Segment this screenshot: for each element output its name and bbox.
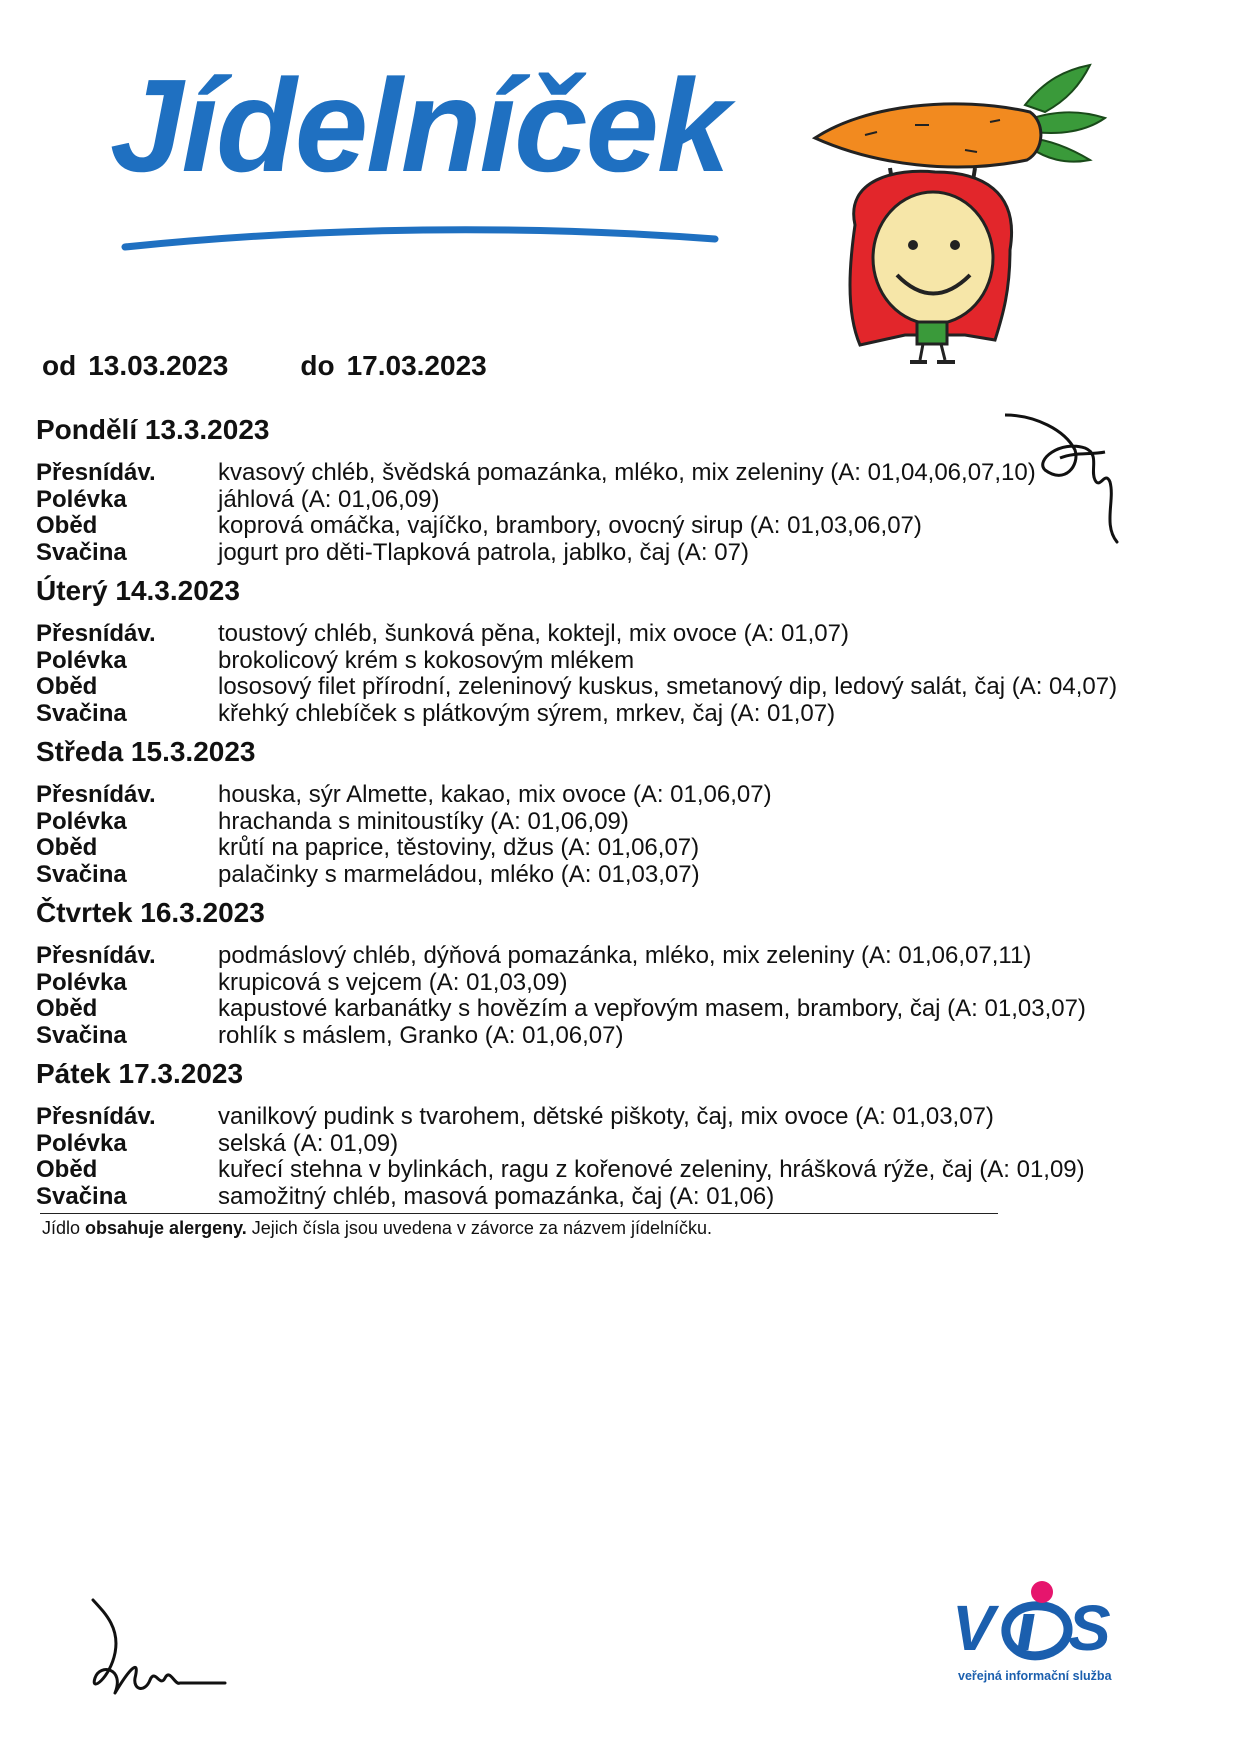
meal-text: toustový chléb, šunková pěna, koktejl, mix ovoce (A: 01,07) [218, 620, 849, 647]
mascot-girl-carrot-illustration [805, 50, 1135, 400]
meal-row [36, 487, 1176, 514]
allergen-note-suffix: Jejich čísla jsou uvedena v závorce za názvem jídelníčku. [251, 1218, 713, 1238]
meal-label: Oběd [36, 673, 98, 700]
meal-row [36, 862, 1176, 889]
meal-label: Oběd [36, 834, 98, 861]
vis-logo-tagline: veřejná informační služba [958, 1669, 1112, 1683]
meal-text: jogurt pro děti-Tlapková patrola, jablko, čaj (A: 07) [218, 538, 749, 566]
day-tuesday [36, 571, 1176, 727]
day-title: Čtvrtek 16.3.2023 [36, 897, 265, 928]
meal-text: jáhlová (A: 01,06,09) [218, 485, 440, 513]
face-shape [873, 192, 993, 324]
day-title: Pondělí 13.3.2023 [36, 414, 270, 445]
vis-logo [952, 1578, 1132, 1688]
meal-row [36, 782, 1176, 809]
meal-text: vanilkový pudink s tvarohem, dětské piškoty, čaj, mix ovoce (A: 01,03,07) [218, 1103, 994, 1130]
title-swoosh [120, 225, 720, 255]
footer-divider [40, 1213, 998, 1214]
day-thursday [36, 893, 1176, 1049]
meal-text: samožitný chléb, masová pomazánka, čaj (A: 01,06) [218, 1182, 775, 1210]
meal-label: Přesnídáv. [36, 781, 156, 808]
meal-label: Polévka [36, 646, 127, 674]
meal-text: hrachanda s minitoustíky (A: 01,06,09) [218, 807, 629, 835]
meal-text: křehký chlebíček s plátkovým sýrem, mrkev, čaj (A: 01,07) [218, 699, 836, 727]
meal-row [36, 1157, 1176, 1184]
allergen-note-prefix: Jídlo [42, 1218, 81, 1238]
meal-text: podmáslový chléb, dýňová pomazánka, mléko, mix zeleniny (A: 01,06,07,11) [218, 942, 1032, 969]
meal-row [36, 996, 1176, 1023]
vis-logo-swirl [1006, 1606, 1068, 1656]
meal-row [36, 648, 1176, 675]
handwritten-signature-bottom [85, 1598, 235, 1708]
to-label: do [300, 350, 335, 381]
meal-text: selská (A: 01,09) [218, 1129, 399, 1157]
meal-label: Oběd [36, 512, 98, 539]
meal-label: Svačina [36, 699, 127, 727]
allergen-note-bold: obsahuje alergeny. [85, 1218, 247, 1238]
meal-text: krupicová s vejcem (A: 01,03,09) [218, 968, 568, 996]
meal-label: Svačina [36, 860, 127, 888]
day-wednesday [36, 732, 1176, 888]
meal-row [36, 809, 1176, 836]
allergen-note [42, 1218, 712, 1239]
day-title: Středa 15.3.2023 [36, 736, 256, 767]
meal-text: palačinky s marmeládou, mléko (A: 01,03,07) [218, 860, 700, 888]
date-range [42, 350, 499, 382]
meal-label: Přesnídáv. [36, 620, 156, 647]
day-friday [36, 1054, 1176, 1210]
vis-logo-letter-s: S [1068, 1592, 1111, 1664]
meal-label: Polévka [36, 485, 127, 513]
from-date: 13.03.2023 [88, 350, 229, 381]
meal-row [36, 970, 1176, 997]
meal-row [36, 621, 1176, 648]
meal-row [36, 674, 1176, 701]
vis-logo-letter-v: V [952, 1592, 995, 1664]
meal-label: Přesnídáv. [36, 942, 156, 969]
to-date: 17.03.2023 [346, 350, 487, 381]
meal-label: Oběd [36, 1156, 98, 1183]
day-title: Pátek 17.3.2023 [36, 1058, 244, 1089]
meal-text: koprová omáčka, vajíčko, brambory, ovocný sirup (A: 01,03,06,07) [218, 512, 922, 539]
day-title: Úterý 14.3.2023 [36, 575, 240, 606]
meal-label: Polévka [36, 807, 127, 835]
meal-row [36, 1023, 1176, 1050]
meal-label: Přesnídáv. [36, 1103, 156, 1130]
meal-text: krůtí na paprice, těstoviny, džus (A: 01,06,07) [218, 834, 700, 861]
meal-label: Svačina [36, 538, 127, 566]
meal-text: lososový filet přírodní, zeleninový kuskus, smetanový dip, ledový salát, čaj (A: 04,07) [218, 673, 1118, 700]
meal-text: houska, sýr Almette, kakao, mix ovoce (A: 01,06,07) [218, 781, 772, 808]
meal-text: kvasový chléb, švědská pomazánka, mléko, mix zeleniny (A: 01,04,06,07,10) [218, 459, 1036, 486]
meal-row [36, 1104, 1176, 1131]
page-title-logo: Jídelníček [110, 52, 729, 199]
meal-row [36, 540, 1176, 567]
meal-text: brokolicový krém s kokosovým mlékem [218, 646, 635, 674]
meal-text: rohlík s máslem, Granko (A: 01,06,07) [218, 1021, 624, 1049]
vis-logo-dot [1031, 1581, 1053, 1603]
meal-row [36, 943, 1176, 970]
meal-label: Svačina [36, 1182, 127, 1210]
from-label: od [42, 350, 77, 381]
meal-text: kuřecí stehna v bylinkách, ragu z kořenové zeleniny, hrášková rýže, čaj (A: 01,09) [218, 1156, 1085, 1183]
meal-label: Svačina [36, 1021, 127, 1049]
meal-label: Polévka [36, 968, 127, 996]
meal-row [36, 460, 1176, 487]
meal-label: Oběd [36, 995, 98, 1022]
carrot-icon [815, 104, 1041, 167]
meal-row [36, 1184, 1176, 1211]
meal-text: kapustové karbanátky s hovězím a vepřovým masem, brambory, čaj (A: 01,03,07) [218, 995, 1086, 1022]
day-monday [36, 410, 1176, 566]
meal-row [36, 701, 1176, 728]
meal-label: Polévka [36, 1129, 127, 1157]
meal-row [36, 835, 1176, 862]
meal-row [36, 1131, 1176, 1158]
meal-row [36, 513, 1176, 540]
meal-label: Přesnídáv. [36, 459, 156, 486]
